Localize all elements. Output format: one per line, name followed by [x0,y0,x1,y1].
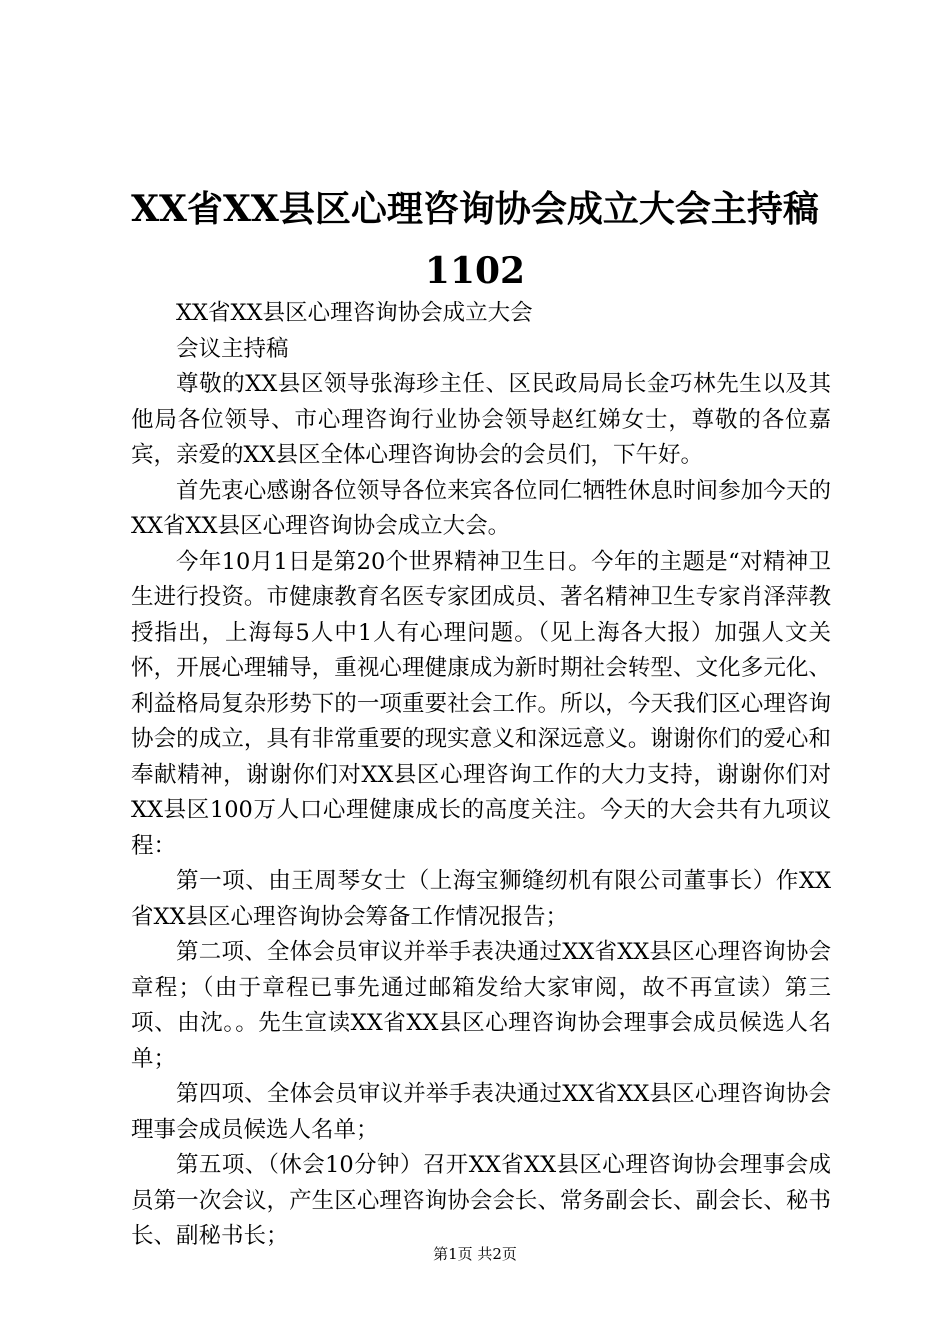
paragraph-agenda-item-4: 第四项、全体会员审议并举手表决通过XX省XX县区心理咨询协会理事会成员候选人名单； [131,1081,831,1143]
paragraph-agenda-item-2-3: 第二项、全体会员审议并举手表决通过XX省XX县区心理咨询协会章程；（由于章程已事先通过邮箱发给大家审阅，故不再宣读）第三项、由沈。。先生宣读XX省XX县区心理咨询协会理事会成员候选人名单； [131,939,831,1072]
paragraph-subtitle-2: 会议主持稿 [176,335,289,362]
paragraph-subtitle-1: XX省XX县区心理咨询协会成立大会 [176,300,533,326]
paragraph-agenda-item-1: 第一项、由王周琴女士（上海宝狮缝纫机有限公司董事长）作XX省XX县区心理咨询协会筹备工作情况报告； [131,868,831,930]
paragraph-greeting: 尊敬的XX县区领导张海珍主任、区民政局局长金巧林先生以及其他局各位领导、市心理咨询行业协会领导赵红娣女士，尊敬的各位嘉宾，亲爱的XX县区全体心理咨询协会的会员们，下午好。 [131,371,831,468]
paragraph-mental-health-day: 今年10月1日是第20个世界精神卫生日。今年的主题是“对精神卫生进行投资。市健康教育名医专家团成员、著名精神卫生专家肖泽萍教授指出，上海每5人中1人有心理问题。（见上海各大报）加强人文关怀，开展心理辅导，重视心理健康成为新时期社会转型、文化多元化、利益格局复杂形势下的一项重要社会工作。所以，今天我们区心理咨询协会的成立，具有非常重要的现实意义和深远意义。谢谢你们的爱心和奉献精神，谢谢你们对XX县区心理咨询工作的大力支持，谢谢你们对XX县区100万人口心理健康成长的高度关注。今天的大会共有九项议程： [131,548,831,859]
paragraph-agenda-item-5: 第五项、（休会10分钟）召开XX省XX县区心理咨询协会理事会成员第一次会议，产生区心理咨询协会会长、常务副会长、副会长、秘书长、副秘书长； [131,1152,831,1249]
page-footer: 第1页 共2页 [433,1245,517,1263]
paragraph-thanks: 首先衷心感谢各位领导各位来宾各位同仁牺牲休息时间参加今天的XX省XX县区心理咨询协会成立大会。 [131,477,831,539]
document-body [131,296,831,1255]
document-title: XX省XX县区心理咨询协会成立大会主持稿1102 [131,188,819,292]
